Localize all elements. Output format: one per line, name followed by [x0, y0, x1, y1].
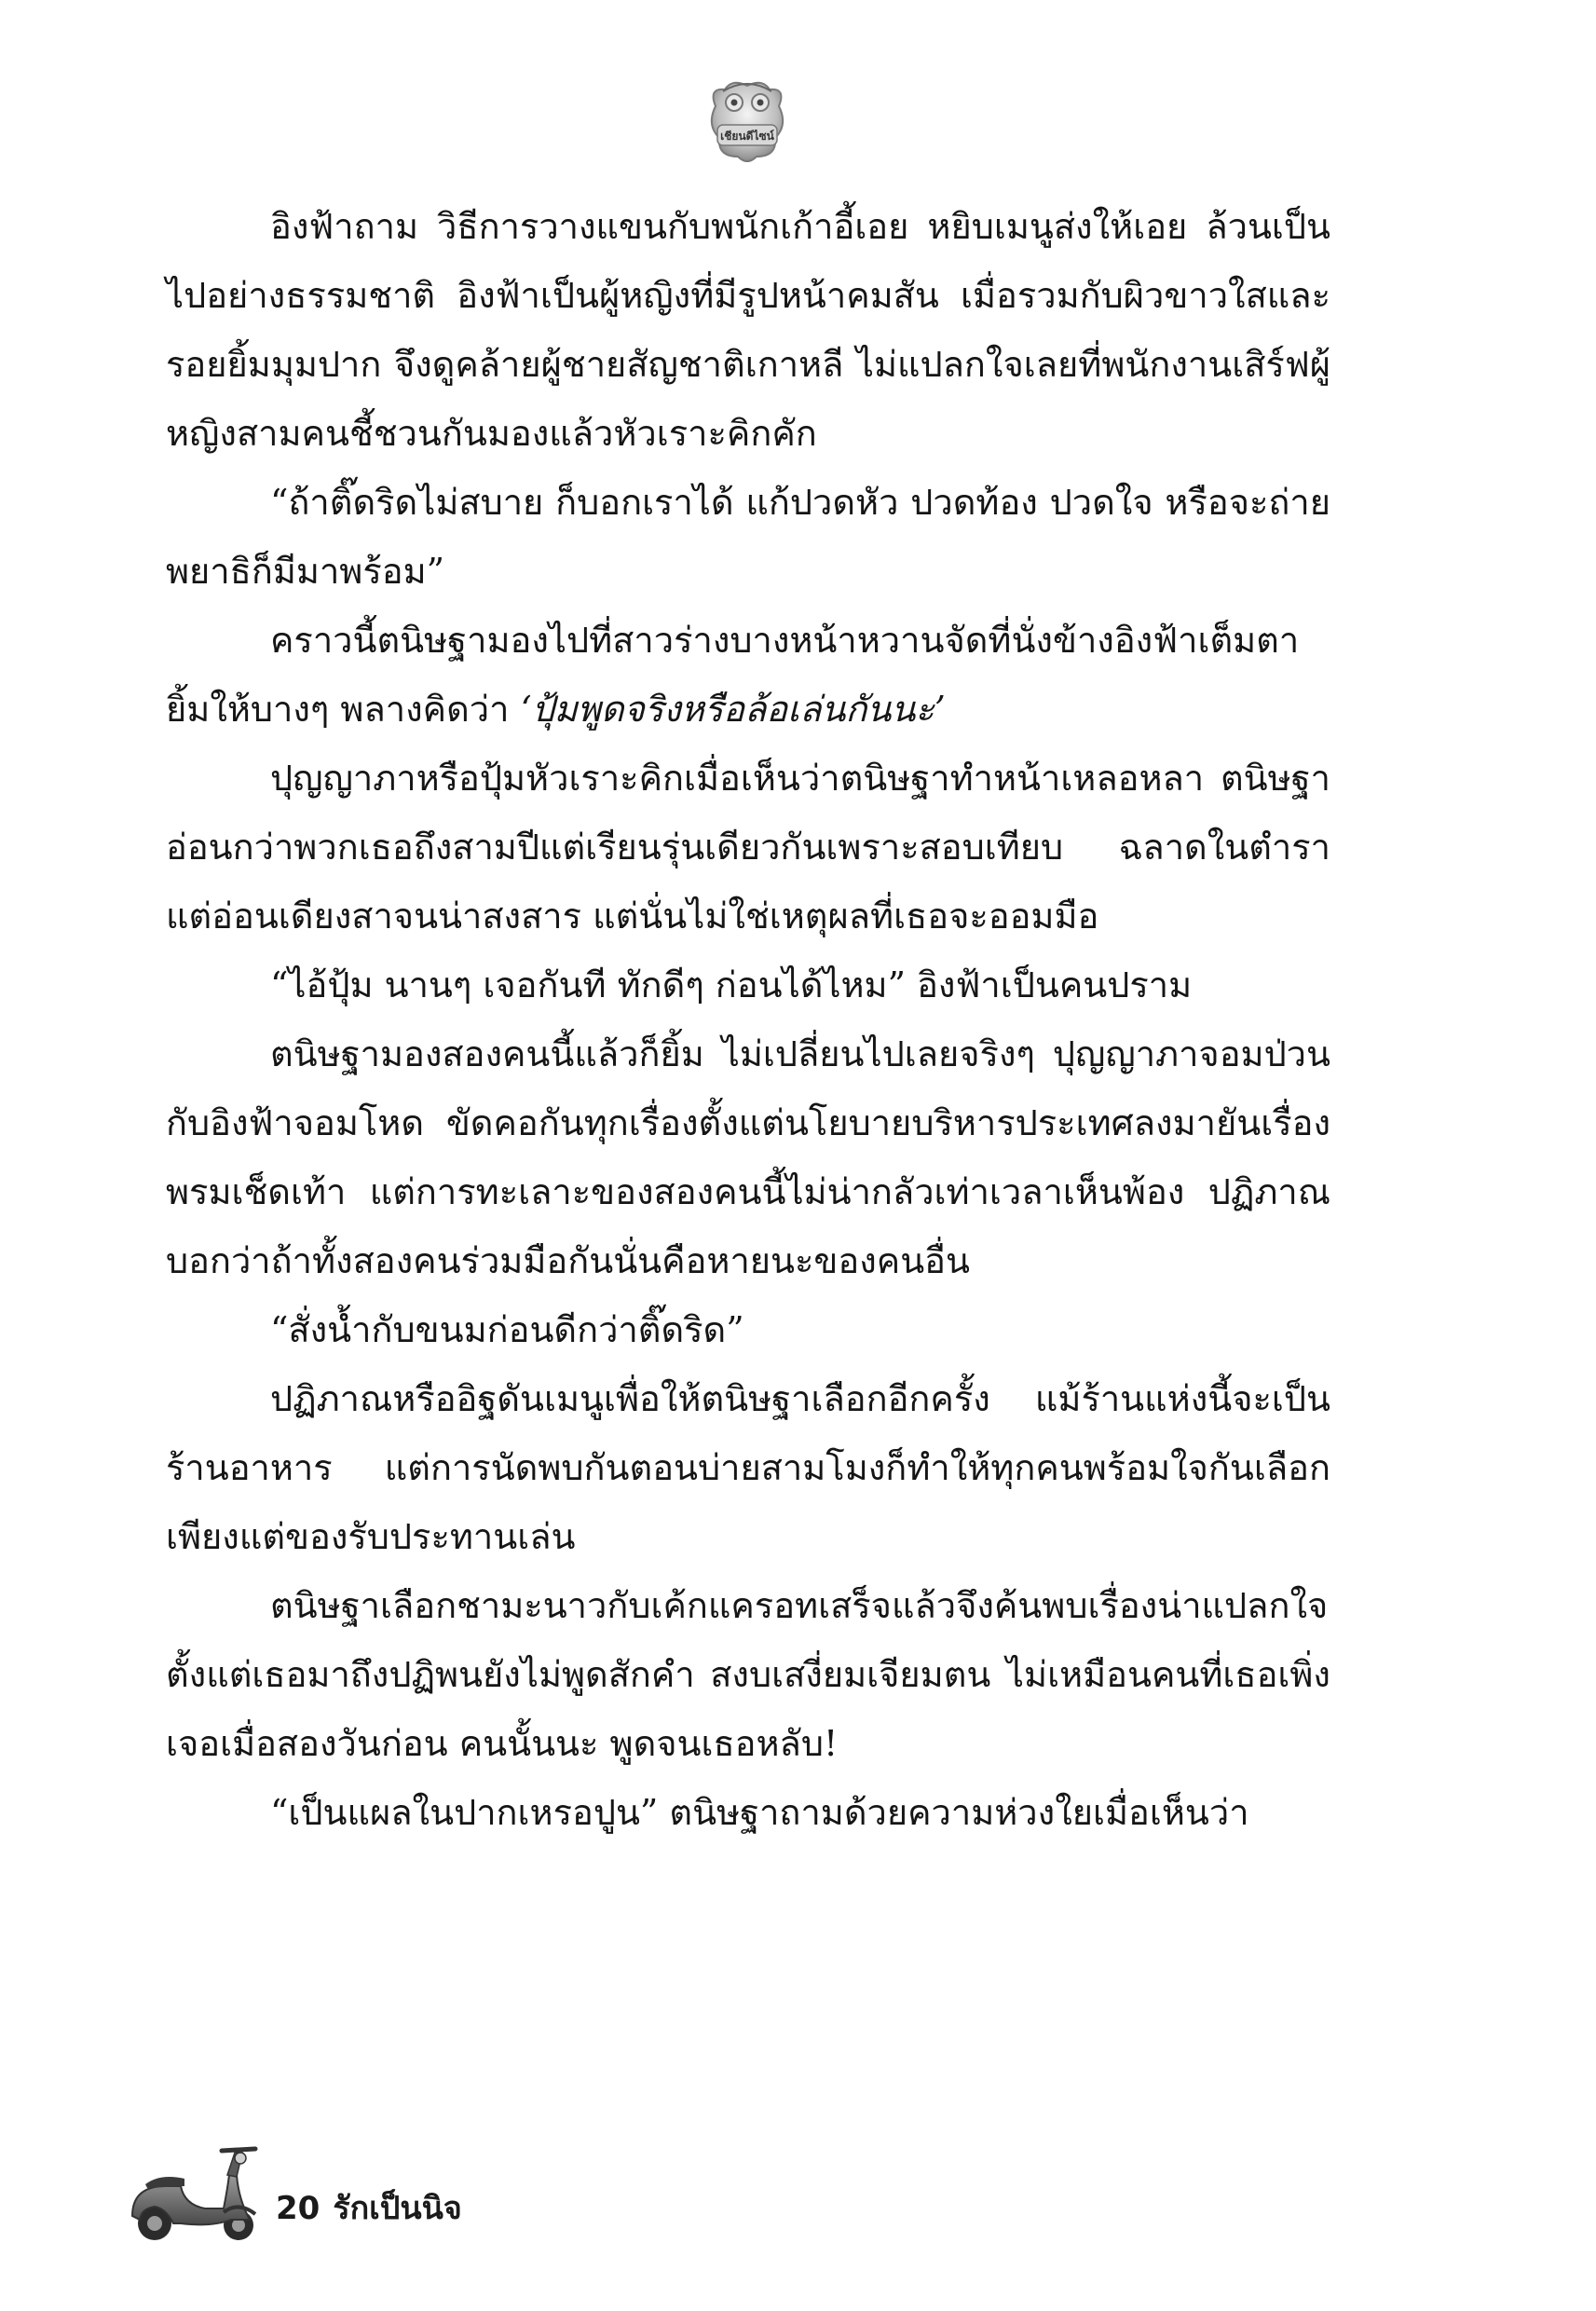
paragraph: “ไอ้ปุ้ม นานๆ เจอกันที ทักดีๆ ก่อนได้ไหม” อิงฟ้าเป็นคนปราม	[270, 964, 1193, 1005]
paragraph: ปฏิภาณหรืออิฐดันเมนูเพื่อให้ตนิษฐาเลือกอีกครั้ง แม้ร้านแห่งนี้จะเป็นร้านอาหาร แต่การนัดพบกันตอนบ่ายสามโมงก็ทำให้ทุกคนพร้อมใจกันเลือกเพียงแต่ของรับประทานเล่น	[166, 1378, 1330, 1557]
paragraph: ตนิษฐามองสองคนนี้แล้วก็ยิ้ม ไม่เปลี่ยนไปเลยจริงๆ ปุญญาภาจอมป่วนกับอิงฟ้าจอมโหด ขัดคอกันทุกเรื่องตั้งแต่นโยบายบริหารประเทศลงมายันเรื่องพรมเช็ดเท้า แต่การทะเลาะของสองคนนี้ไม่น่ากลัวเท่าเวลาเห็นพ้อง ปฏิภาณบอกว่าถ้าทั้งสองคนร่วมมือกันนั่นคือหายนะของคนอื่น	[166, 1033, 1330, 1281]
paragraph: “สั่งน้ำกับขนมก่อนดีกว่าติ๊ดริด”	[270, 1309, 744, 1350]
paragraph: อิงฟ้าถาม วิธีการวางแขนกับพนักเก้าอี้เอย หยิบเมนูส่งให้เอย ล้วนเป็นไปอย่างธรรมชาติ อิงฟ้าเป็นผู้หญิงที่มีรูปหน้าคมสัน เมื่อรวมกับผิวขาวใสและรอยยิ้มมุมปาก จึงดูคล้ายผู้ชายสัญชาติเกาหลี ไม่แปลกใจเลยที่พนักงานเสิร์ฟผู้หญิงสามคนชี้ชวนกันมองแล้วหัวเราะคิกคัก	[166, 206, 1330, 454]
page-footer	[119, 2134, 678, 2246]
publisher-logo-text: เชียนดีไซน์	[720, 130, 774, 143]
paragraph: ตนิษฐาเลือกชามะนาวกับเค้กแครอทเสร็จแล้วจึงค้นพบเรื่องน่าแปลกใจ ตั้งแต่เธอมาถึงปฏิพนยังไม่พูดสักคำ สงบเสงี่ยมเจียมตน ไม่เหมือนคนที่เธอเพิ่งเจอเมื่อสองวันก่อน คนนั้นนะ พูดจนเธอหลับ!	[166, 1585, 1330, 1764]
page-folio	[276, 2182, 462, 2233]
paragraph: “เป็นแผลในปากเหรอปูน” ตนิษฐาถามด้วยความห่วงใยเมื่อเห็นว่า	[270, 1792, 1249, 1833]
paragraph: ปุญญาภาหรือปุ้มหัวเราะคิกเมื่อเห็นว่าตนิษฐาทำหน้าเหลอหลา ตนิษฐาอ่อนกว่าพวกเธอถึงสามปีแต่เรียนรุ่นเดียวกันเพราะสอบเทียบ ฉลาดในตำรา แต่อ่อนเดียงสาจนน่าสงสาร แต่นั่นไม่ใช่เหตุผลที่เธอจะออมมือ	[166, 758, 1330, 937]
publisher-crest-icon	[695, 69, 799, 173]
italic-thought: ‘ปุ้มพูดจริงหรือล้อเล่นกันนะ’	[520, 689, 946, 730]
book-title: รักเป็นนิจ	[333, 2190, 462, 2227]
vespa-scooter-icon	[119, 2134, 268, 2246]
body-text	[166, 192, 1330, 1847]
paragraph	[166, 606, 1330, 744]
paragraph: “ถ้าติ๊ดริดไม่สบาย ก็บอกเราได้ แก้ปวดหัว ปวดท้อง ปวดใจ หรือจะถ่ายพยาธิก็มีมาพร้อม”	[166, 482, 1330, 592]
publisher-logo	[695, 69, 799, 173]
page-number: 20	[276, 2190, 321, 2227]
paragraph-text: คราวนี้ตนิษฐามองไปที่สาวร่างบางหน้าหวานจัดที่นั่งข้างอิงฟ้าเต็มตา ยิ้มให้บางๆ พลางคิดว่า	[166, 620, 1300, 730]
